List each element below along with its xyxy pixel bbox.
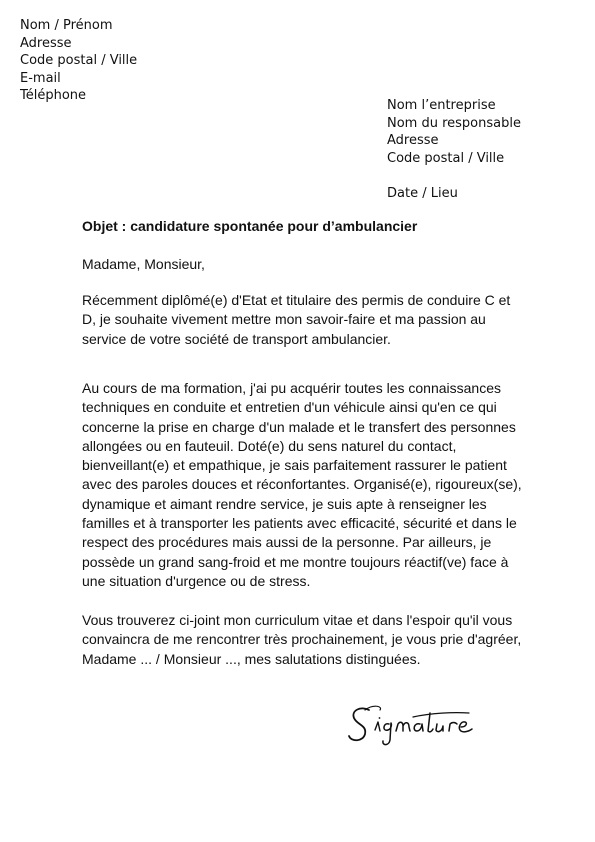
sender-postal-city: Code postal / Ville bbox=[20, 53, 138, 68]
letter-subject: Objet : candidature spontanée pour d’ambulancier bbox=[82, 218, 418, 234]
sender-name: Nom / Prénom bbox=[20, 18, 113, 33]
date-place: Date / Lieu bbox=[387, 186, 458, 201]
recipient-company: Nom l’entreprise bbox=[387, 98, 496, 113]
recipient-manager: Nom du responsable bbox=[387, 115, 521, 131]
sender-block bbox=[20, 17, 137, 105]
sender-address: Adresse bbox=[20, 35, 72, 51]
recipient-block bbox=[387, 97, 521, 203]
recipient-address: Adresse bbox=[387, 133, 439, 148]
letter-greeting: Madame, Monsieur, bbox=[82, 256, 205, 272]
signature bbox=[345, 700, 495, 750]
recipient-postal-city: Code postal / Ville bbox=[387, 150, 505, 166]
sender-phone: Téléphone bbox=[20, 88, 87, 103]
letter-paragraph-3: Vous trouverez ci-joint mon curriculum vitae et dans l'espoir qu'il vous convaincra de me rencontrer très prochainement, je vous prie d'agréer, Madame ... / Monsieur ..., mes salutations distinguées. bbox=[82, 612, 522, 667]
sender-email: E-mail bbox=[20, 70, 61, 86]
letter-paragraph-1: Récemment diplômé(e) d'Etat et titulaire des permis de conduire C et D, je souhaite vivement mettre mon savoir-faire et ma passion au service de votre société de transport ambulancier. bbox=[82, 292, 511, 347]
letter-paragraph-2: Au cours de ma formation, j'ai pu acquérir toutes les connaissances techniques en conduite et entretien d'un véhicule ainsi qu'en ce qui concerne la prise en charge d'un malade et le transfert des personnes allongées ou en fauteuil. Doté(e) du sens naturel du contact, bienveillant(e) et empathique, je sais parfaitement rassurer le patient avec des paroles douces et réconfortantes. Organisé(e), rigoureux(se), dynamique et aimant rendre service, je suis apte à renseigner les familles et à transporter les patients avec efficacité, sécurité et dans le respect des procédures mais aussi de la personne. Par ailleurs, je possède un grand sang-froid et me montre toujours réactif(ve) face à une situation d'urgence ou de stress. bbox=[82, 380, 522, 589]
